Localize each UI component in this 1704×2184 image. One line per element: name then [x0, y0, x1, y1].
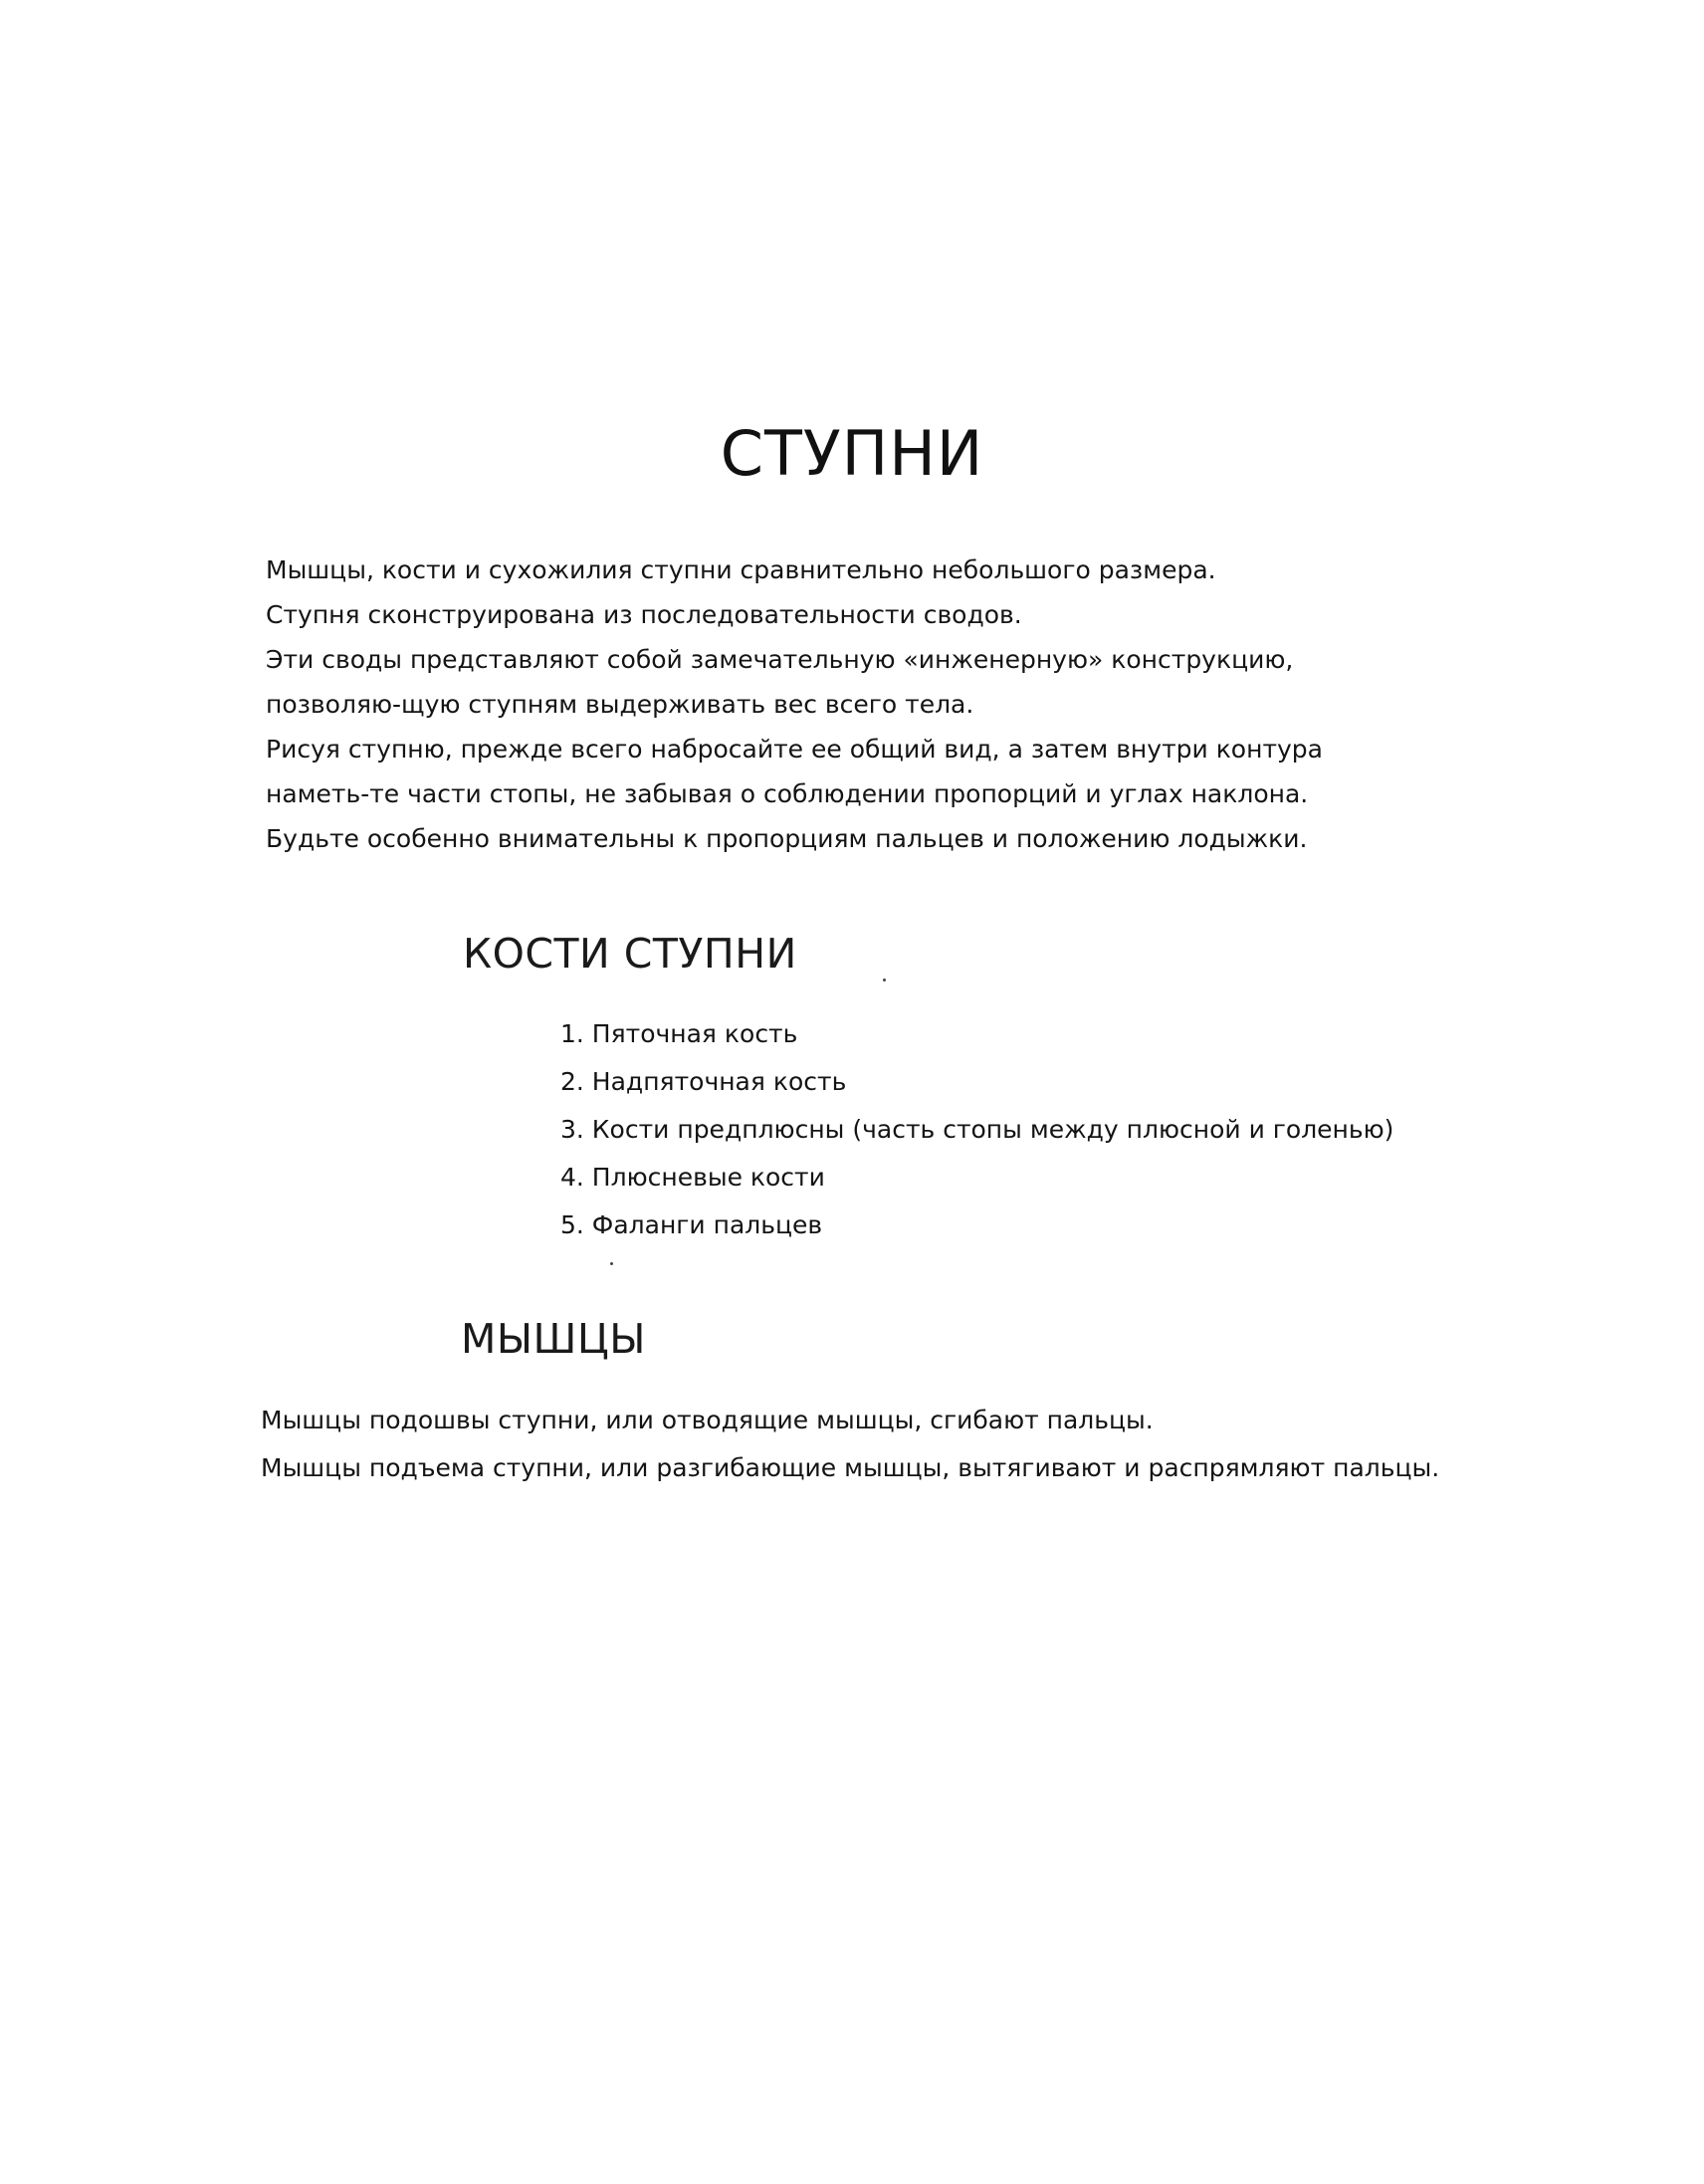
muscles-paragraph: Мышцы подошвы ступни, или отводящие мышцы, сгибают пальцы.	[261, 1406, 1154, 1434]
list-item: 5. Фаланги пальцев	[560, 1210, 823, 1239]
list-item: 1. Пяточная кость	[560, 1019, 798, 1048]
bones-list	[560, 1010, 1393, 1249]
list-item: 4. Плюсневые кости	[560, 1163, 825, 1192]
page-title: СТУПНИ	[720, 417, 984, 490]
list-item: 3. Кости предплюсны (часть стопы между плюсной и голенью)	[560, 1115, 1394, 1144]
muscles-heading: МЫШЦЫ	[461, 1315, 646, 1363]
muscles-paragraph: Мышцы подъема ступни, или разгибающие мышцы, вытягивают и распрямляют пальцы.	[261, 1453, 1440, 1482]
intro-paragraph: Эти своды представляют собой замечательную «инженерную» конструкцию, позволяю-щую ступням выдерживать вес всего тела.	[266, 645, 1294, 719]
intro-text	[266, 547, 1440, 861]
bones-heading: КОСТИ СТУПНИ	[463, 930, 797, 978]
intro-paragraph: Мышцы, кости и сухожилия ступни сравнительно небольшого размера.	[266, 555, 1216, 584]
intro-paragraph: Ступня сконструирована из последовательности сводов.	[266, 600, 1022, 629]
scan-speck	[883, 979, 886, 982]
scan-speck	[610, 1262, 613, 1265]
muscles-text	[261, 1397, 1455, 1492]
intro-paragraph: Рисуя ступню, прежде всего набросайте ее общий вид, а затем внутри контура наметь-те части стопы, не забывая о соблюдении пропорций и углах наклона.	[266, 735, 1323, 808]
list-item: 2. Надпяточная кость	[560, 1067, 847, 1096]
intro-paragraph: Будьте особенно внимательны к пропорциям пальцев и положению лодыжки.	[266, 824, 1308, 853]
